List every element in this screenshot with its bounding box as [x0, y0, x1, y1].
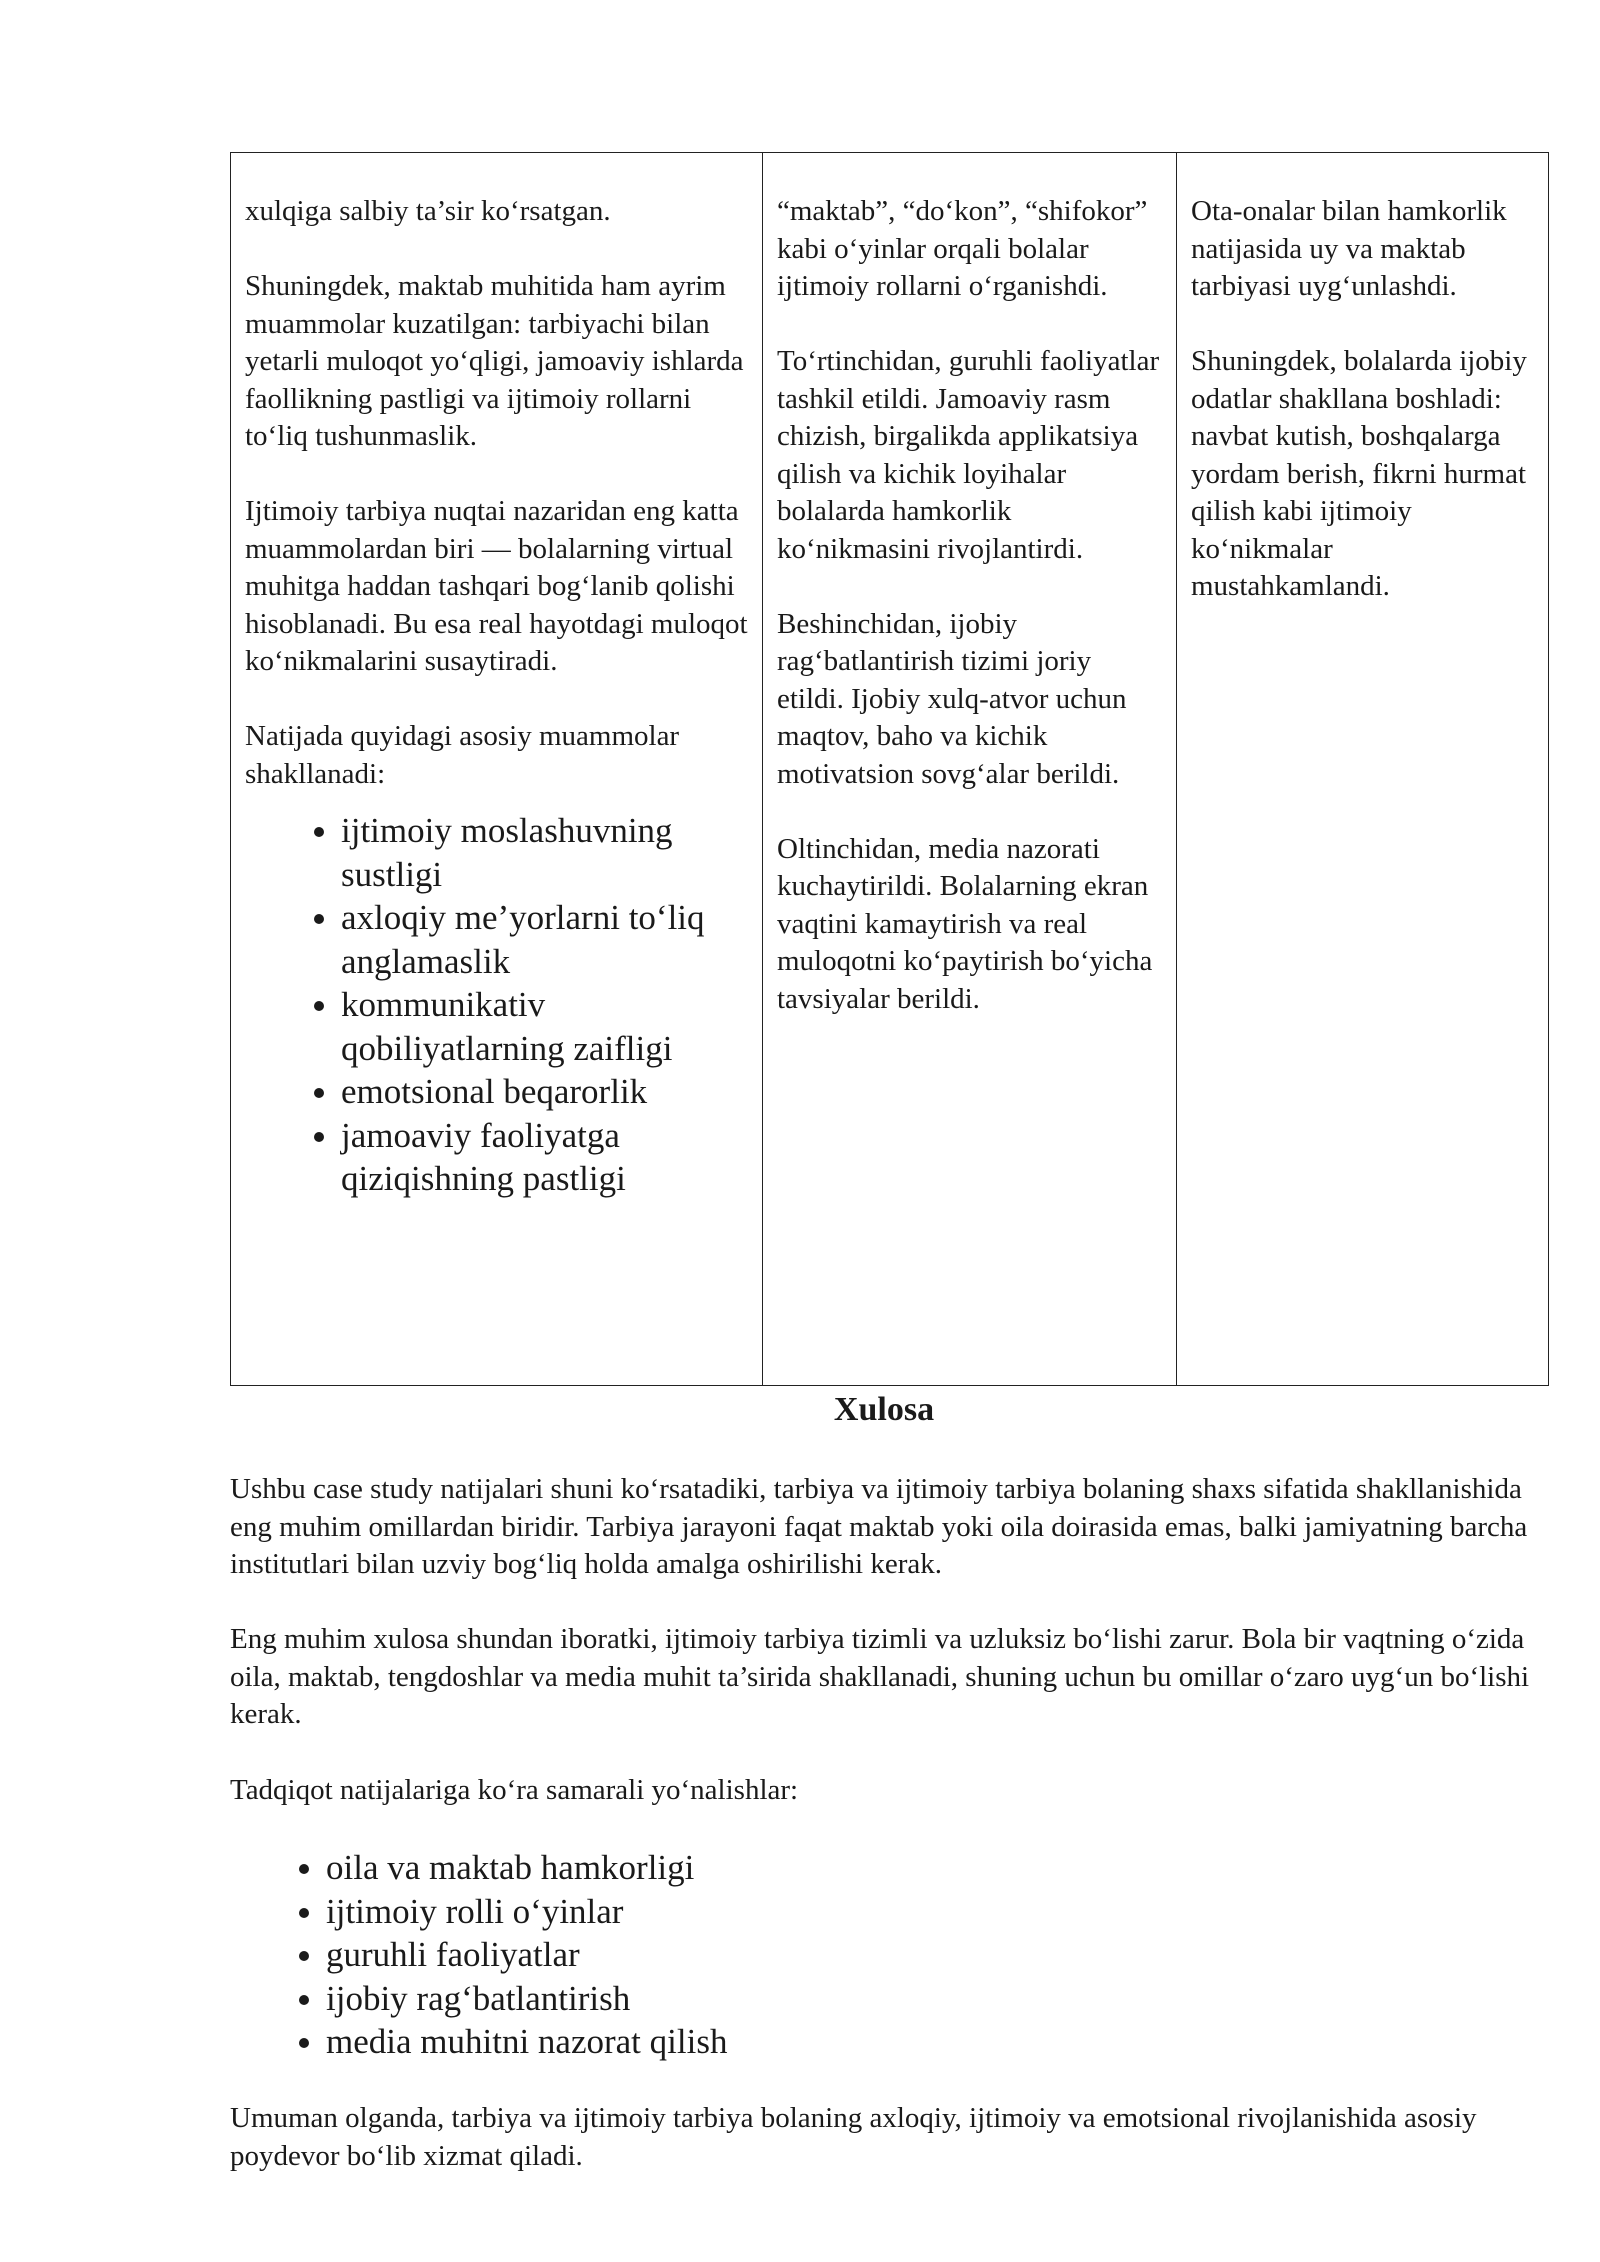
cell-paragraph: Shuningdek, maktab muhitida ham ayrim muammolar kuzatilgan: tarbiyachi bilan yetarli muloqot yo‘qligi, jamoaviy ishlarda faollikning pastligi va ijtimoiy rollarni to‘liq tushunmaslik. — [245, 270, 744, 452]
table-cell-problems — [231, 153, 763, 1386]
cell-paragraph: Ota-onalar bilan hamkorlik natijasida uy va maktab tarbiyasi uyg‘unlashdi. — [1191, 195, 1507, 302]
table-row — [231, 153, 1549, 1386]
cell-paragraph: Natijada quyidagi asosiy muammolar shakllanadi: — [245, 720, 680, 790]
cell-paragraph: Beshinchidan, ijobiy rag‘batlantirish tizimi joriy etildi. Ijobiy xulq-atvor uchun maqtov, baho va kichik motivatsion sovg‘alar berildi. — [777, 607, 1127, 790]
conclusion-paragraph-4: Umuman olganda, tarbiya va ijtimoiy tarbiya bolaning axloqiy, ijtimoiy va emotsional rivojlanishida asosiy poydevor bo‘lib xizmat qiladi. — [230, 2102, 1477, 2172]
case-study-table — [230, 152, 1549, 1386]
cell-paragraph: Ijtimoiy tarbiya nuqtai nazaridan eng katta muammolardan biri — bolalarning virtual muhitga haddan tashqari bog‘lanib qolishi hisoblanadi. Bu esa real hayotdagi muloqot ko‘nikmalarini susaytiradi. — [245, 495, 748, 677]
list-item: • ijobiy rag‘batlantirish — [326, 1977, 1526, 2021]
conclusion-paragraph-2: Eng muhim xulosa shundan iboratki, ijtimoiy tarbiya tizimli va uzluksiz bo‘lishi zarur. Bola bir vaqtning o‘zida oila, maktab, tengdoshlar va media muhit ta’sirida shakllanadi, shuning uchun bu omillar o‘zaro uyg‘un bo‘lishi kerak. — [230, 1623, 1530, 1730]
cell-paragraph: To‘rtinchidan, guruhli faoliyatlar tashkil etildi. Jamoaviy rasm chizish, birgalikda applikatsiya qilish va kichik loyihalar bolalarda hamkorlik ko‘nikmasini rivojlantirdi. — [777, 345, 1160, 565]
cell-paragraph: Oltinchidan, media nazorati kuchaytirildi. Bolalarning ekran vaqtini kamaytirish va real muloqotni ko‘paytirish bo‘yicha tavsiyalar berildi. — [777, 832, 1153, 1015]
list-item: • emotsional beqarorlik — [341, 1070, 748, 1114]
list-item: • ijtimoiy moslashuvning sustligi — [341, 809, 748, 896]
list-item: • oila va maktab hamkorligi — [326, 1846, 1526, 1890]
directions-list — [230, 1846, 1526, 2064]
cell-paragraph: Shuningdek, bolalarda ijobiy odatlar shakllana boshladi: navbat kutish, boshqalarga yordam berish, fikrni hurmat qilish kabi ijtimoiy ko‘nikmalar mustahkamlandi. — [1191, 345, 1527, 602]
list-item: • media muhitni nazorat qilish — [326, 2020, 1526, 2064]
section-title: Xulosa — [833, 1391, 935, 1428]
list-item: • guruhli faoliyatlar — [326, 1933, 1526, 1977]
list-item: • jamoaviy faoliyatga qiziqishning pastligi — [341, 1114, 748, 1201]
problems-list — [245, 809, 748, 1201]
list-item: • axloqiy me’yorlarni to‘liq anglamaslik — [341, 896, 748, 983]
list-item: • kommunikativ qobiliyatlarning zaifligi — [341, 983, 748, 1070]
conclusion-paragraph-3: Tadqiqot natijalariga ko‘ra samarali yo‘nalishlar: — [230, 1774, 799, 1806]
table-cell-results — [1177, 153, 1549, 1386]
list-item: • ijtimoiy rolli o‘yinlar — [326, 1890, 1526, 1934]
table-cell-methods — [763, 153, 1177, 1386]
cell-paragraph: xulqiga salbiy ta’sir ko‘rsatgan. — [245, 195, 611, 227]
conclusion-paragraph-1: Ushbu case study natijalari shuni ko‘rsatadiki, tarbiya va ijtimoiy tarbiya bolaning shaxs sifatida shakllanishida eng muhim omillardan biridir. Tarbiya jarayoni faqat maktab yoki oila doirasida emas, balki jamiyatning barcha institutlari bilan uzviy bog‘liq holda amalga oshirilishi kerak. — [230, 1473, 1528, 1580]
cell-paragraph: “maktab”, “do‘kon”, “shifokor” kabi o‘yinlar orqali bolalar ijtimoiy rollarni o‘rganishdi. — [777, 195, 1148, 302]
